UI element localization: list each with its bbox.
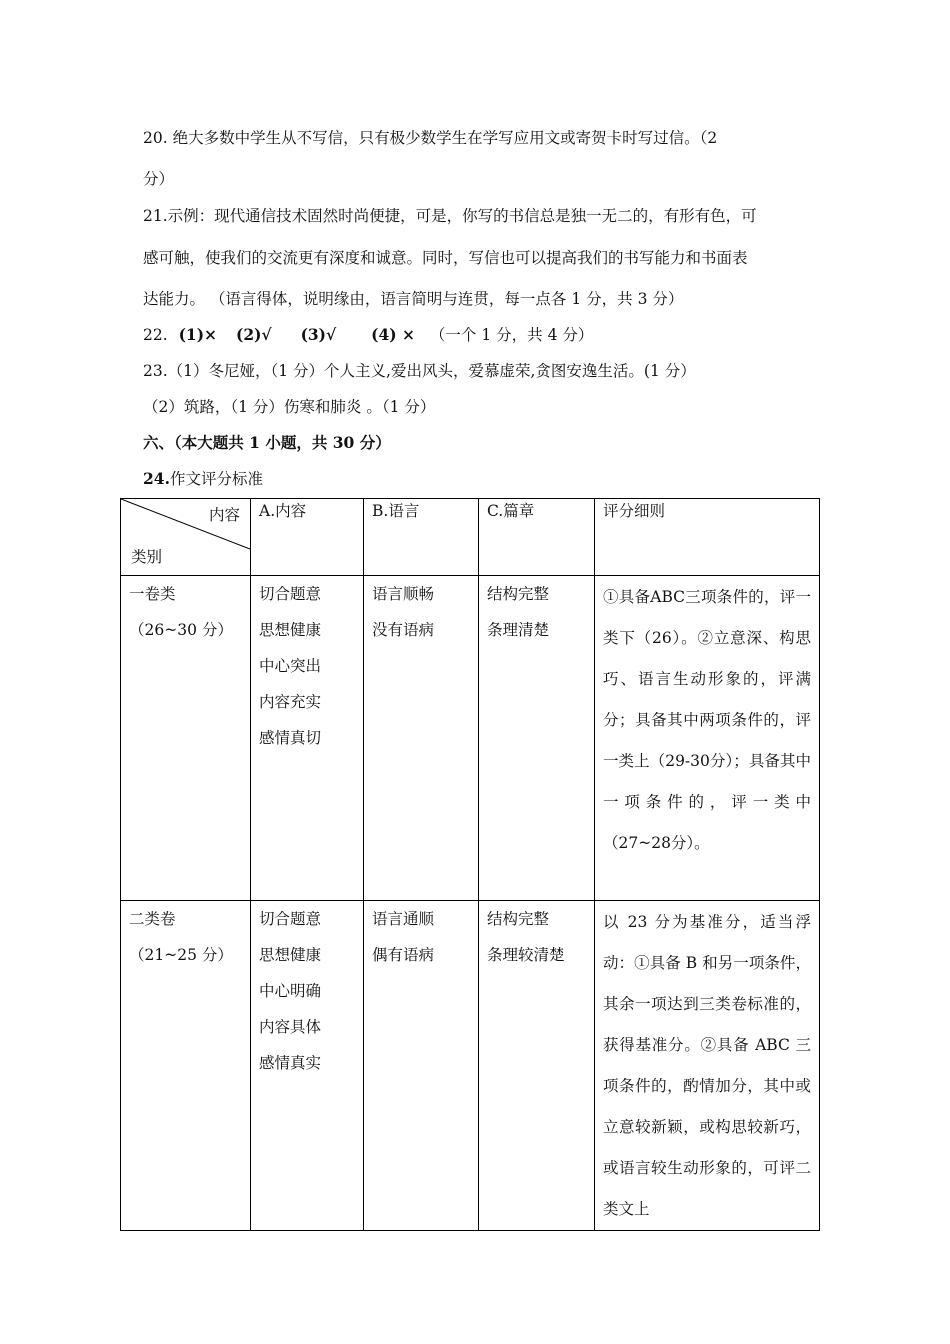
row-1-category [121,576,251,901]
answer-22-item-2: (2)√ [235,325,272,344]
question-24-label: 作文评分标准 [169,470,263,488]
header-col-a: A.内容 [251,499,364,576]
row-2-rules: 以 23 分为基准分，适当浮动：①具备 B 和另一项条件，其余一项达到三类卷标准的，获得基准分。②具备 ABC 三项条件的，酌情加分，其中或立意较新颖，或构思较新巧，或语言较生动形象的，可评二类文上 [595,901,820,1231]
header-col-c: C.篇章 [479,499,595,576]
answer-23-line-1: 23.（1）冬尼娅，（1 分）个人主义,爱出风头，爱慕虚荣,贪图安逸生活。(1 分） [143,362,696,380]
header-content-label: 内容 [208,506,240,524]
header-col-b: B.语言 [364,499,479,576]
answer-22-item-1: (1)× [178,325,218,344]
row-2-language-item: 偶有语病 [372,946,435,964]
header-col-rules: 评分细则 [595,499,820,576]
rubric-header-row [121,499,820,576]
answer-21-line-2: 感可触，使我们的交流更有深度和诚意。同时，写信也可以提高我们的书写能力和书面表 [143,249,748,267]
row-2-structure [479,901,595,1231]
row-2-content-item: 感情真实 [259,1054,322,1072]
answer-20-line-2: 分） [143,170,175,188]
rubric-row-1 [121,576,820,901]
row-2-structure-item: 结构完整 [487,910,550,928]
answer-22-note: （一个 1 分，共 4 分） [429,326,594,344]
row-2-content-item: 内容具体 [259,1018,322,1036]
question-24-number: 24. [143,469,170,488]
row-2-category [121,901,251,1231]
row-1-structure [479,576,595,901]
row-2-content-item: 中心明确 [259,982,322,1000]
rubric-diagonal-header [121,499,251,576]
row-2-content [251,901,364,1231]
row-1-score-range: （26~30 分） [129,621,233,639]
row-2-content-item: 切合题意 [259,910,322,928]
row-2-category-name: 二类卷 [129,910,176,928]
row-2-structure-item: 条理较清楚 [487,946,565,964]
rubric-table [120,498,820,1231]
answer-22-prefix: 22. [143,326,168,344]
header-category-label: 类别 [131,548,163,566]
row-1-language [364,576,479,901]
row-1-category-name: 一卷类 [129,585,176,603]
row-2-score-range: （21~25 分） [129,946,233,964]
answer-22-item-4: (4) × [371,325,415,344]
row-1-structure-item: 条理清楚 [487,621,550,639]
row-1-language-item: 语言顺畅 [372,585,435,603]
answer-22 [143,323,813,345]
row-2-language [364,901,479,1231]
row-1-content-item: 思想健康 [259,621,322,639]
row-1-content-item: 切合题意 [259,585,322,603]
row-1-content-item: 感情真切 [259,729,322,747]
row-1-content [251,576,364,901]
answer-22-item-3: (3)√ [300,325,337,344]
row-1-content-item: 中心突出 [259,657,322,675]
rubric-row-2 [121,901,820,1231]
answer-20-line-1: 20. 绝大多数中学生从不写信，只有极少数学生在学写应用文或寄贺卡时写过信。（2 [143,129,718,147]
row-2-language-item: 语言通顺 [372,910,435,928]
row-1-structure-item: 结构完整 [487,585,550,603]
section-heading: 六、（本大题共 1 小题，共 30 分） [143,433,391,452]
answer-23-line-2: （2）筑路，（1 分）伤寒和肺炎 。（1 分） [143,398,436,416]
row-1-language-item: 没有语病 [372,621,435,639]
row-1-content-item: 内容充实 [259,693,322,711]
row-1-rules: ①具备ABC三项条件的，评一类下（26）。②立意深、构思巧、语言生动形象的，评满分；具备其中两项条件的，评一类上（29-30分）；具备其中一项条件的，评一类中（27~28分）。 [595,576,820,901]
row-2-content-item: 思想健康 [259,946,322,964]
question-24-title [143,467,813,489]
answer-21-line-1: 21.示例：现代通信技术固然时尚便捷，可是，你写的书信总是独一无二的，有形有色，可 [143,207,757,225]
answer-21-line-3: 达能力。 （语言得体，说明缘由，语言简明与连贯，每一点各 1 分，共 3 分） [143,290,684,308]
